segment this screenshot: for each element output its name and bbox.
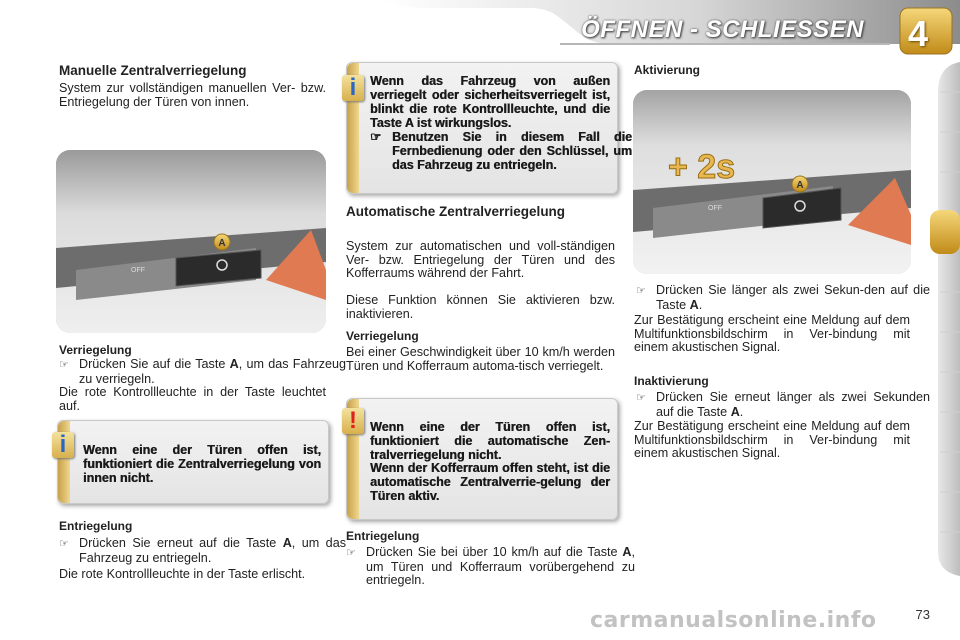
pointing-hand-icon: ☞	[636, 285, 646, 297]
activation-heading: Aktivierung	[634, 63, 701, 77]
warning-box	[346, 398, 618, 520]
pointing-hand-icon: ☞	[59, 359, 69, 371]
info-icon: i	[342, 75, 364, 101]
auto-lock-title: Automatische Zentralverriegelung	[346, 204, 566, 219]
warning-text-1: Wenn eine der Türen offen ist, funktioniert die automatische Zen-tralverriegelung nicht.	[370, 420, 610, 462]
manual-unlock-note: Die rote Kontrollleuchte in der Taste erlischt.	[59, 567, 306, 581]
deactivation-note: Zur Bestätigung erscheint eine Meldung auf dem Multifunktionsbildschirm in Ver-bindung mit einem akustischen Signal.	[634, 419, 910, 460]
activation-bullet: ☞ Drücken Sie länger als zwei Sekun-den auf die Taste A.	[636, 283, 930, 312]
door-button-illustration-right	[633, 90, 911, 274]
illus-key-label: A	[796, 180, 804, 191]
page-number: 73	[915, 607, 930, 622]
info-box-left-text: Wenn eine der Türen offen ist, funktioniert die Zentralverriegelung von innen nicht.	[83, 443, 321, 485]
info-box-middle-bullet: ☞ Benutzen Sie in diesem Fall die Fernbedienung oder den Schlüssel, um das Fahrzeug zu entriegeln.	[370, 130, 632, 172]
chapter-tab-strip	[930, 62, 960, 576]
watermark: carmanualsonline.info	[590, 608, 877, 633]
manual-lock-note: Die rote Kontrollleuchte in der Taste leuchtet auf.	[59, 385, 326, 413]
auto-lock-heading: Verriegelung	[346, 329, 419, 343]
manual-lock-intro: System zur vollständigen manuellen Ver- bzw. Entriegelung der Türen von innen.	[59, 81, 326, 109]
auto-lock-text: Bei einer Geschwindigkeit über 10 km/h werden Türen und Kofferraum automa-tisch verriegelt.	[346, 345, 615, 373]
activation-note: Zur Bestätigung erscheint eine Meldung auf dem Multifunktionsbildschirm in Ver-bindung mit einem akustischen Signal.	[634, 313, 910, 354]
manual-lock-title: Manuelle Zentralverriegelung	[59, 63, 247, 78]
auto-lock-intro: System zur automatischen und voll-ständigen Ver- bzw. Entriegelung der Türen und des Kofferraums während der Fahrt.	[346, 239, 615, 280]
pointing-hand-icon: ☞	[346, 547, 356, 559]
manual-unlock-bullet: ☞ Drücken Sie erneut auf die Taste A, um das Fahrzeug zu entriegeln.	[59, 536, 346, 565]
pointing-hand-icon: ☞	[59, 538, 69, 550]
pointing-hand-icon: ☞	[636, 392, 646, 404]
deactivation-bullet: ☞ Drücken Sie erneut länger als zwei Sekunden auf die Taste A.	[636, 390, 930, 419]
auto-unlock-bullet: ☞ Drücken Sie bei über 10 km/h auf die Taste A, um Türen und Kofferraum vorübergehend zu entriegeln.	[346, 545, 635, 587]
warning-text-2: Wenn der Kofferraum offen steht, ist die automatische Zentralverrie-gelung der Türen aktiv.	[370, 461, 610, 503]
manual-lock-heading: Verriegelung	[59, 343, 132, 357]
info-box-middle-text: Wenn das Fahrzeug von außen verriegelt oder sicherheitsverriegelt ist, blinkt die rote Kontrollleuchte, und die Taste A ist wirkungslos.	[370, 74, 610, 130]
chapter-number: 4	[907, 13, 929, 54]
deactivation-heading: Inaktivierung	[634, 374, 709, 388]
auto-unlock-heading: Entriegelung	[346, 529, 420, 543]
manual-unlock-heading: Entriegelung	[59, 519, 133, 533]
illus-off-label: OFF	[708, 205, 722, 212]
illus-key-label: A	[218, 238, 226, 249]
manual-lock-bullet: ☞ Drücken Sie auf die Taste A, um das Fahrzeug zu verriegeln.	[59, 357, 347, 386]
warning-icon: !	[342, 408, 364, 434]
chapter-title: ÖFFNEN - SCHLIESSEN	[581, 16, 864, 43]
auto-lock-intro2: Diese Funktion können Sie aktivieren bzw. inaktivieren.	[346, 293, 615, 321]
info-box-middle	[346, 62, 632, 194]
illus-off-label: OFF	[131, 267, 145, 274]
info-icon: i	[52, 432, 74, 458]
info-box-left	[57, 420, 329, 504]
hold-two-seconds-label: + 2s	[668, 148, 736, 186]
door-button-illustration-left	[56, 150, 326, 333]
pointing-hand-icon: ☞	[370, 130, 382, 144]
